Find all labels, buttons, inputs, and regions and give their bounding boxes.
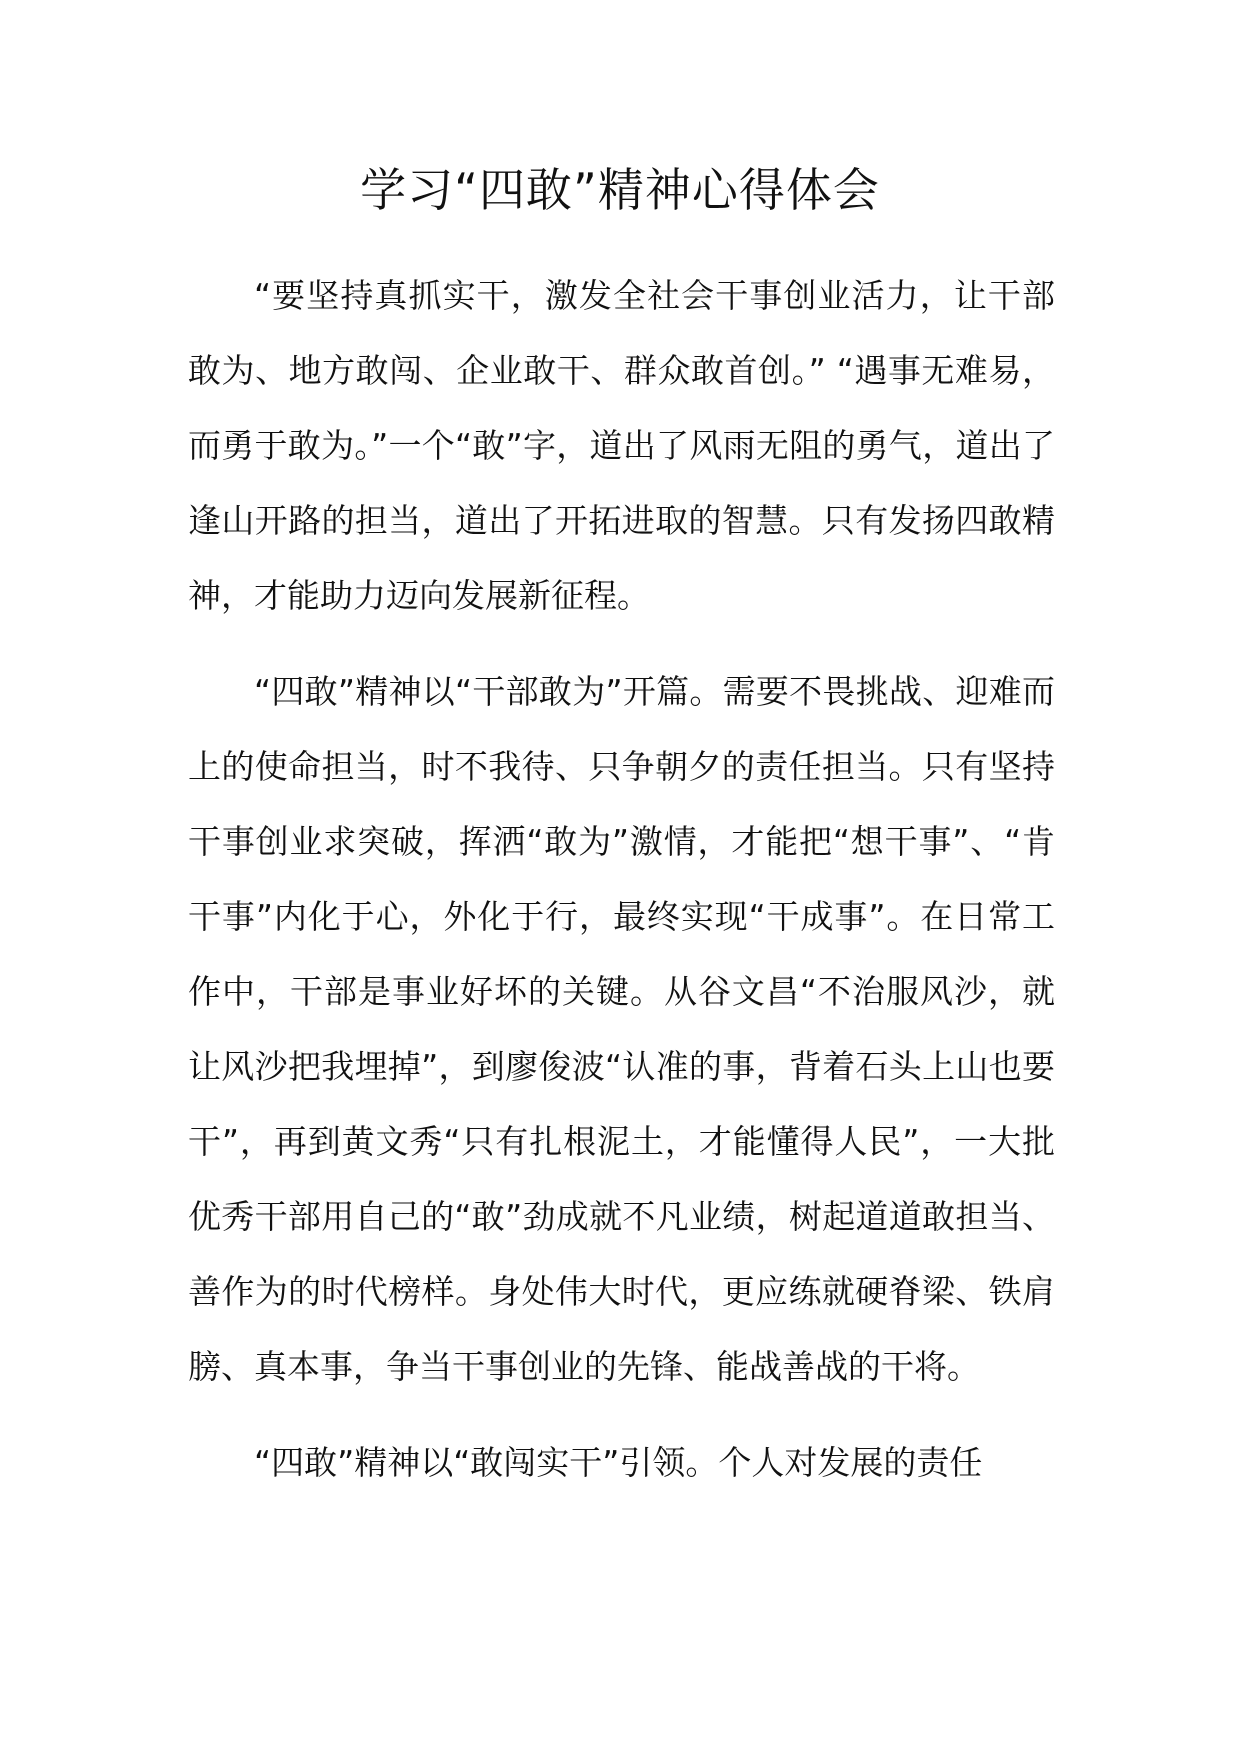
document-body xyxy=(188,258,1055,1521)
document-title: 学习“四敢”精神心得体会 xyxy=(360,163,880,217)
paragraph-3: “四敢”精神以“敢闯实干”引领。个人对发展的责任 xyxy=(254,1443,983,1482)
paragraph-1: “要坚持真抓实干，激发全社会干事创业活力，让干部敢为、地方敢闯、企业敢干、群众敢首创。” “遇事无难易，而勇于敢为。”一个“敢”字，道出了风雨无阻的勇气，道出了逢山开路的担当，道出了开拓进取的智慧。只有发扬四敢精神，才能助力迈向发展新征程。 xyxy=(188,276,1055,615)
paragraph-2: “四敢”精神以“干部敢为”开篇。需要不畏挑战、迎难而上的使命担当，时不我待、只争朝夕的责任担当。只有坚持干事创业求突破，挥洒“敢为”激情，才能把“想干事”、“肯干事”内化于心，外化于行，最终实现“干成事”。在日常工作中，干部是事业好坏的关键。从谷文昌“不治服风沙，就让风沙把我埋掉”，到廖俊波“认准的事，背着石头上山也要干”，再到黄文秀“只有扎根泥土，才能懂得人民”，一大批优秀干部用自己的“敢”劲成就不凡业绩，树起道道敢担当、善作为的时代榜样。身处伟大时代，更应练就硬脊梁、铁肩膀、真本事，争当干事创业的先锋、能战善战的干将。 xyxy=(188,672,1055,1386)
